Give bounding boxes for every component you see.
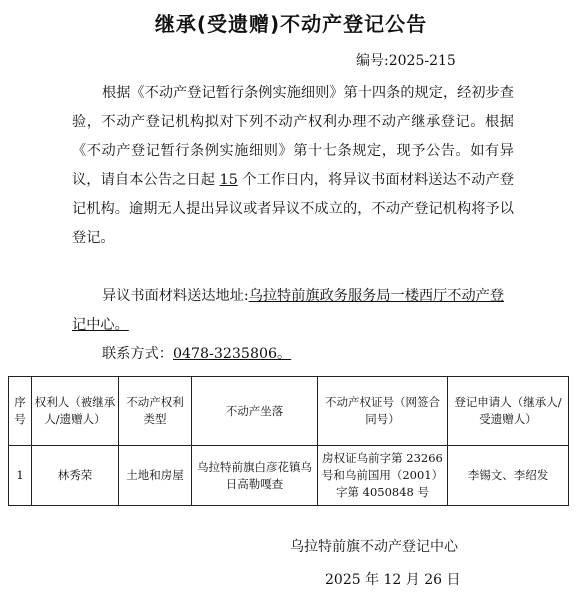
contact-label: 联系方式： [102, 346, 173, 362]
notice-paragraph-main-text-b: 个工作日内，将异议书面材料送达不动产登记机构。逾期无人提出异议或者异议不成立的，不动产登记机构将予以登记。 [72, 172, 515, 246]
header-applicant: 登记申请人（继承人/受遗赠人） [448, 377, 569, 446]
issuing-organization: 乌拉特前旗不动产登记中心 [290, 539, 458, 555]
cell-right-holder: 林秀荣 [32, 446, 119, 506]
objection-period-days: 15 [219, 172, 238, 188]
cell-location: 乌拉特前旗白彦花镇乌日高勒嘎查 [192, 446, 318, 506]
objection-address-paragraph [72, 282, 514, 340]
notice-title: 继承(受遗赠)不动产登记公告 [154, 12, 428, 36]
issue-date: 2025 年 12 月 26 日 [325, 572, 461, 588]
document-number: 编号:2025-215 [356, 53, 456, 69]
header-serial-number: 序号 [9, 377, 32, 446]
contact-phone: 0478-3235806。 [172, 346, 292, 362]
header-right-type: 不动产权利类型 [119, 377, 192, 446]
registration-table [8, 376, 569, 506]
cell-right-type: 土地和房屋 [119, 446, 192, 506]
cell-applicant: 李锡文、李绍发 [448, 446, 569, 506]
cell-serial-number: 1 [9, 446, 32, 506]
objection-address: 乌拉特前旗政务服务局一楼西厅不动产登记中心。 [72, 288, 505, 333]
notice-paragraph-main [72, 79, 514, 253]
cell-certificate-number: 房权证乌前字第 23266 号和乌前国用（2001）字第 4050848 号 [318, 446, 448, 506]
objection-address-label: 异议书面材料送达地址: [102, 288, 249, 304]
notice-paragraph-main-text-a: 根据《不动产登记暂行条例实施细则》第十四条的规定，经初步查验，不动产登记机构拟对下列不动产权利办理不动产继承登记。根据《不动产登记暂行条例实施细则》第十七条规定，现予公告。如有异议，请自本公告之日起 [72, 85, 514, 188]
header-certificate-number: 不动产权证号（网签合同号） [318, 377, 448, 446]
header-location: 不动产坐落 [192, 377, 318, 446]
table-row [9, 446, 569, 506]
contact-paragraph [102, 340, 544, 369]
header-right-holder: 权利人（被继承人/遗赠人） [32, 377, 119, 446]
table-header-row [9, 377, 569, 446]
